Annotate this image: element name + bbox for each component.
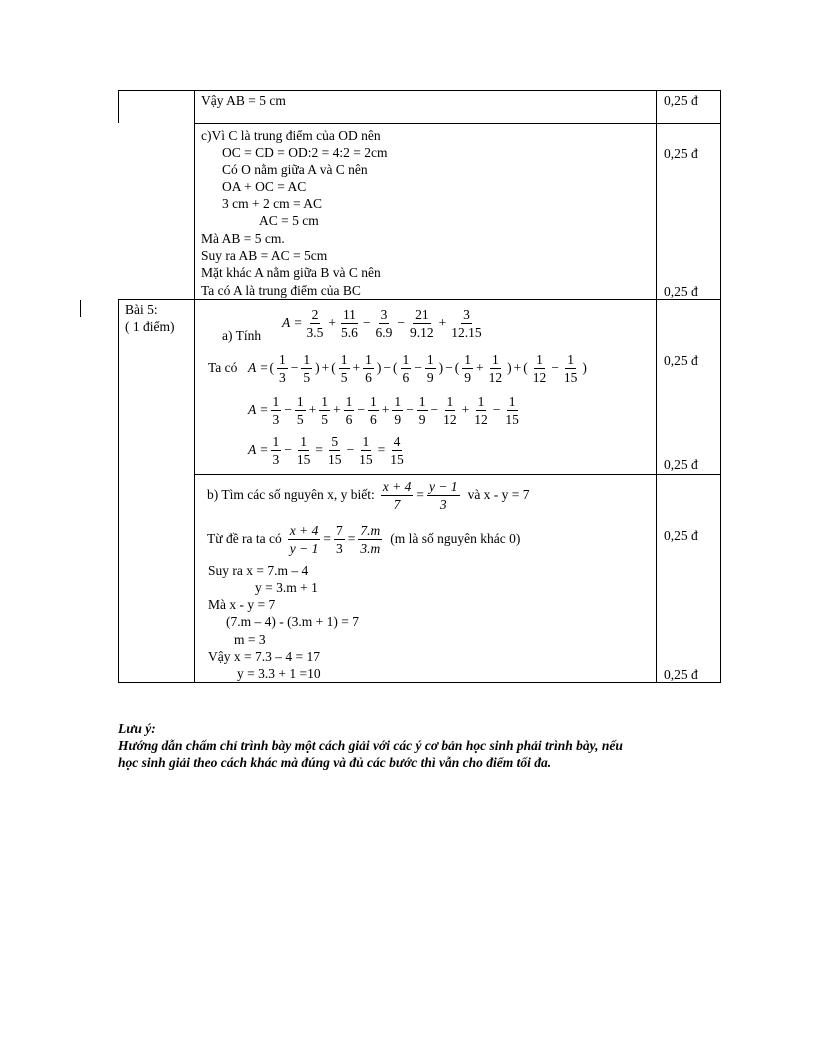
a-score-1: 0,25 đ: [664, 353, 698, 368]
a-op-2: −: [362, 315, 371, 330]
c-score-bottom: 0,25 đ: [664, 284, 698, 299]
flat-op-6: −: [406, 402, 414, 417]
expand-lhs: A =: [248, 360, 269, 375]
expand-paren-close-4: ): [582, 360, 587, 375]
expand-fraction-a-4: $\frac{1}{12}$: [532, 351, 547, 385]
bai5-title: Bài 5:: [125, 302, 158, 317]
final-op-2: =: [315, 442, 323, 457]
expand-op-3: −: [445, 360, 453, 375]
b-line-1: Suy ra x = 7.m – 4: [208, 563, 309, 578]
b-derive: Từ đề ra ta có: [207, 531, 282, 546]
b-condition: và x - y = 7: [467, 487, 530, 502]
flat-expression: [248, 391, 523, 429]
expand-paren-open-2: (: [393, 360, 398, 375]
flat-lhs: A =: [248, 402, 269, 417]
flat-op-9: −: [492, 402, 501, 417]
expand-inner-op-4: −: [551, 360, 559, 375]
expand-fraction-a-3: $\frac{1}{9}$: [464, 351, 471, 385]
expand-inner-op-0: −: [290, 360, 299, 375]
flat-op-5: +: [381, 402, 390, 417]
flat-fraction-2: $\frac{1}{5}$: [321, 393, 328, 427]
flat-op-1: −: [284, 402, 292, 417]
flat-fraction-8: $\frac{1}{12}$: [474, 393, 488, 427]
final-op-1: −: [284, 442, 292, 457]
b-fraction-1: $\frac{x + 4}{7}$: [382, 478, 412, 512]
expand-inner-op-1: +: [352, 360, 361, 375]
b-intro-line: [207, 476, 530, 514]
b-intro: b) Tìm các số nguyên x, y biết:: [207, 487, 375, 502]
a-fraction-0: $\frac{2}{3.5}$: [306, 306, 324, 340]
flat-op-3: +: [333, 402, 341, 417]
expand-inner-op-3: +: [476, 360, 484, 375]
flat-fraction-6: $\frac{1}{9}$: [418, 393, 426, 427]
a-op-1: +: [328, 315, 336, 330]
c-line-2: OC = CD = OD:2 = 4:2 = 2cm: [222, 145, 388, 160]
final-expression: [248, 431, 408, 469]
bai5-points: ( 1 điểm): [125, 319, 175, 334]
c-line-6: AC = 5 cm: [259, 213, 319, 228]
a-fraction-2: $\frac{3}{6.9}$: [375, 306, 393, 340]
expand-fraction-b-3: $\frac{1}{12}$: [488, 351, 503, 385]
expand-paren-open-3: (: [454, 360, 460, 375]
b-m-note: (m là số nguyên khác 0): [390, 531, 521, 546]
flat-fraction-9: $\frac{1}{15}$: [505, 393, 519, 427]
flat-op-8: +: [461, 402, 470, 417]
expand-fraction-b-0: $\frac{1}{5}$: [303, 351, 311, 385]
expand-paren-close-0: ): [315, 360, 320, 375]
expand-fraction-a-0: $\frac{1}{3}$: [279, 351, 286, 385]
c-line-7: Mà AB = 5 cm.: [201, 231, 285, 246]
expand-op-4: +: [513, 360, 522, 375]
note-title: Lưu ý:: [118, 721, 156, 736]
b-score-2: 0,25 đ: [664, 667, 698, 682]
b-line-7: y = 3.3 + 1 =10: [237, 666, 321, 681]
c-line-3: Có O nằm giữa A và C nên: [222, 162, 368, 177]
expand-fraction-b-1: $\frac{1}{6}$: [365, 351, 372, 385]
expand-op-2: −: [383, 360, 391, 375]
taco-label: Ta có: [208, 360, 238, 375]
margin-mark: [80, 300, 81, 317]
a-lhs: A =: [282, 315, 303, 330]
b-line-3: Mà x - y = 7: [208, 597, 276, 612]
a-expression: [282, 304, 486, 342]
b-score-1: 0,25 đ: [664, 528, 698, 543]
expand-paren-close-2: ): [438, 360, 444, 375]
b-derive-line: Từ đề ra ta có $\frac{x + 4}{y - 1}$ = $\frac{7}{3}$ = $\frac{7.m}{3.m}$ (m là số nguyên khác 0): [207, 522, 521, 556]
a-fraction-1: $\frac{11}{5.6}$: [341, 306, 358, 340]
flat-op-2: +: [308, 402, 317, 417]
flat-fraction-7: $\frac{1}{12}$: [443, 393, 457, 427]
expand-fraction-b-4: $\frac{1}{15}$: [563, 351, 578, 385]
b-line-2: y = 3.m + 1: [255, 580, 318, 595]
b-equals: =: [416, 487, 424, 502]
row-ab-score: 0,25 đ: [664, 93, 698, 108]
b-fraction-2: $\frac{y - 1}{3}$: [428, 478, 458, 512]
a-score-2: 0,25 đ: [664, 457, 698, 472]
b-ratio-3: $\frac{7.m}{3.m}$: [360, 522, 381, 556]
expand-paren-open-4: (: [523, 360, 528, 375]
flat-fraction-1: $\frac{1}{5}$: [296, 393, 304, 427]
final-fraction-3: $\frac{1}{15}$: [359, 433, 373, 467]
final-op-3: −: [346, 442, 355, 457]
expand-inner-op-2: −: [414, 360, 422, 375]
expand-expression: [248, 349, 588, 387]
c-line-5: 3 cm + 2 cm = AC: [222, 196, 322, 211]
c-line-4: OA + OC = AC: [222, 179, 307, 194]
b-ratio-2: $\frac{7}{3}$: [336, 522, 343, 556]
final-op-4: =: [377, 442, 386, 457]
c-line-8: Suy ra AB = AC = 5cm: [201, 248, 328, 263]
expand-op-1: +: [321, 360, 330, 375]
expand-paren-open-1: (: [331, 360, 336, 375]
expand-fraction-b-2: $\frac{1}{9}$: [426, 351, 434, 385]
a-op-3: −: [397, 315, 405, 330]
final-fraction-0: $\frac{1}{3}$: [272, 433, 280, 467]
b-ratio-1: $\frac{x + 4}{y - 1}$: [289, 522, 319, 556]
c-line-10: Ta có A là trung điểm của BC: [201, 283, 361, 298]
expand-fraction-a-1: $\frac{1}{5}$: [340, 351, 348, 385]
c-line-9: Mặt khác A nằm giữa B và C nên: [201, 265, 381, 280]
a-fraction-3: $\frac{21}{9.12}$: [410, 306, 434, 340]
expand-paren-close-1: ): [376, 360, 382, 375]
final-fraction-2: $\frac{5}{15}$: [328, 433, 342, 467]
expand-fraction-a-2: $\frac{1}{6}$: [402, 351, 410, 385]
note-line-2: học sinh giải theo cách khác mà đúng và đủ các bước thì vẫn cho điểm tối đa.: [118, 755, 552, 770]
flat-op-4: −: [357, 402, 365, 417]
flat-fraction-0: $\frac{1}{3}$: [272, 393, 280, 427]
flat-fraction-5: $\frac{1}{9}$: [394, 393, 402, 427]
a-fraction-4: $\frac{3}{12.15}$: [451, 306, 482, 340]
flat-fraction-3: $\frac{1}{6}$: [345, 393, 353, 427]
c-score-top: 0,25 đ: [664, 146, 698, 161]
final-fraction-4: $\frac{4}{15}$: [390, 433, 404, 467]
c-line-1: c)Vì C là trung điểm của OD nên: [201, 128, 381, 143]
b-line-5: m = 3: [234, 632, 266, 647]
flat-fraction-4: $\frac{1}{6}$: [370, 393, 377, 427]
b-line-4: (7.m – 4) - (3.m + 1) = 7: [226, 614, 359, 629]
a-label: a) Tính: [222, 328, 262, 343]
expand-paren-open-0: (: [269, 360, 274, 375]
note-line-1: Hướng dẫn chấm chỉ trình bày một cách giải với các ý cơ bản học sinh phải trình bày, nếu: [118, 738, 623, 753]
b-line-6: Vậy x = 7.3 – 4 = 17: [208, 649, 320, 664]
a-op-4: +: [438, 315, 447, 330]
final-fraction-1: $\frac{1}{15}$: [296, 433, 311, 467]
expand-paren-close-3: ): [507, 360, 512, 375]
final-lhs: A =: [248, 442, 269, 457]
row-ab-text: Vậy AB = 5 cm: [201, 93, 286, 108]
flat-op-7: −: [430, 402, 439, 417]
